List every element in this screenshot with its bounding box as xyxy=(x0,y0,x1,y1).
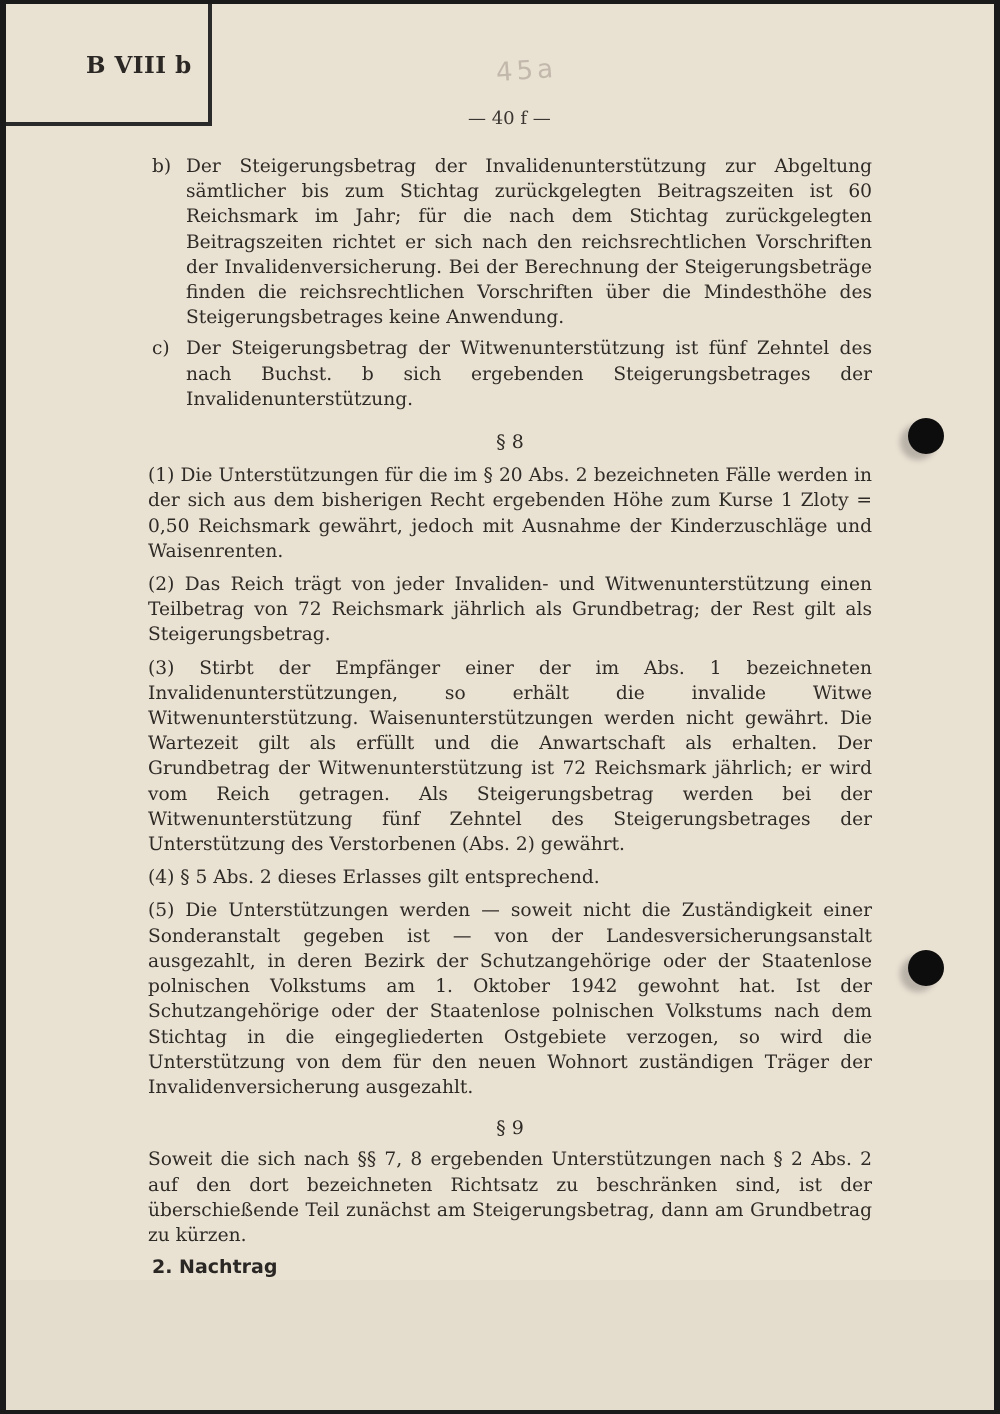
section-9-heading: § 9 xyxy=(496,1117,524,1140)
punch-hole-top xyxy=(908,418,944,454)
punch-hole-bottom xyxy=(908,950,944,986)
list-item-text: Der Steigerungsbetrag der Invalidenunterstützung zur Abgeltung sämtlicher bis zum Stichtag zurückgelegten Beitragszeiten ist 60 Reichsmark im Jahr; für die nach dem Stichtag zurückgelegten Beitragszeiten richtet er sich nach den reichsrechtlichen Vorschriften der Invalidenversicherung. Bei der Berechnung der Steigerungsbeträge finden die reichsrechtlichen Vorschriften über die Mindesthöhe des Steigerungsbetrages keine Anwendung. xyxy=(186,156,872,329)
section-8-paragraph-3: (3) Stirbt der Empfänger einer der im Abs. 1 bezeichneten Invalidenunterstützungen, so erhält die invalide Witwe Witwenunterstützung. Waisenunterstützungen werden nicht gewährt. Die Wartezeit gilt als erfüllt und die Anwartschaft als erhalten. Der Grundbetrag der Witwenunterstützung ist 72 Reichsmark jährlich; er wird vom Reich getragen. Als Steigerungsbetrag werden bei der Witwenunterstützung fünf Zehntel des Steigerungsbetrages der Unterstützung des Verstorbenen (Abs. 2) gewährt. xyxy=(148,657,872,856)
paper-lower-margin xyxy=(6,1280,994,1410)
document-body xyxy=(148,154,872,1256)
section-8-paragraph-4: (4) § 5 Abs. 2 dieses Erlasses gilt entsprechend. xyxy=(148,867,600,889)
list-item-label: b) xyxy=(152,156,172,177)
register-tab-box xyxy=(6,4,212,126)
section-8-heading: § 8 xyxy=(496,431,524,454)
section-9-paragraph: Soweit die sich nach §§ 7, 8 ergebenden Unterstützungen nach § 2 Abs. 2 auf den dort bezeichneten Richtsatz zu beschränken sind, ist der überschießende Teil zunächst am Steigerungsbetrag, dann am Grundbetrag zu kürzen. xyxy=(148,1149,872,1246)
list-item-text: Der Steigerungsbetrag der Witwenunterstützung ist fünf Zehntel des nach Buchst. b sich ergebenden Steigerungsbetrages der Invalidenunterstützung. xyxy=(186,338,872,410)
page-number: — 40 f — xyxy=(468,108,551,129)
section-8-paragraph-2: (2) Das Reich trägt von jeder Invaliden- und Witwenunterstützung einen Teilbetrag von 72 Reichsmark jährlich als Grundbetrag; der Rest gilt als Steigerungsbetrag. xyxy=(148,574,872,646)
section-8-paragraph-1: (1) Die Unterstützungen für die im § 20 Abs. 2 bezeichneten Fälle werden in der sich aus dem bisherigen Recht ergebenden Höhe zum Kurse 1 Zloty = 0,50 Reichsmark gewährt, jedoch mit Ausnahme der Kinderzuschläge und Waisenrenten. xyxy=(148,465,872,562)
list-item-b xyxy=(148,154,872,330)
register-tab-label: B VIII b xyxy=(86,52,192,79)
section-8-paragraph-5: (5) Die Unterstützungen werden — soweit nicht die Zuständigkeit einer Sonderanstalt gegeben ist — von der Landesversicherungsanstalt ausgezahlt, in deren Bezirk der Schutzangehörige oder der Staatenlose polnischen Volkstums am 1. Oktober 1942 gewohnt hat. Ist der Schutzangehörige oder der Staatenlose polnischen Volkstums nach dem Stichtag in die eingegliederten Ostgebiete verzogen, so wird die Unterstützung von dem für den neuen Wohnort zuständigen Träger der Invalidenversicherung ausgezahlt. xyxy=(148,900,872,1098)
list-item-label: c) xyxy=(152,338,170,360)
list-item-c xyxy=(148,336,872,412)
pencil-annotation: 45a xyxy=(495,53,559,89)
nachtrag-label: 2. Nachtrag xyxy=(152,1256,278,1278)
document-page xyxy=(6,4,994,1410)
